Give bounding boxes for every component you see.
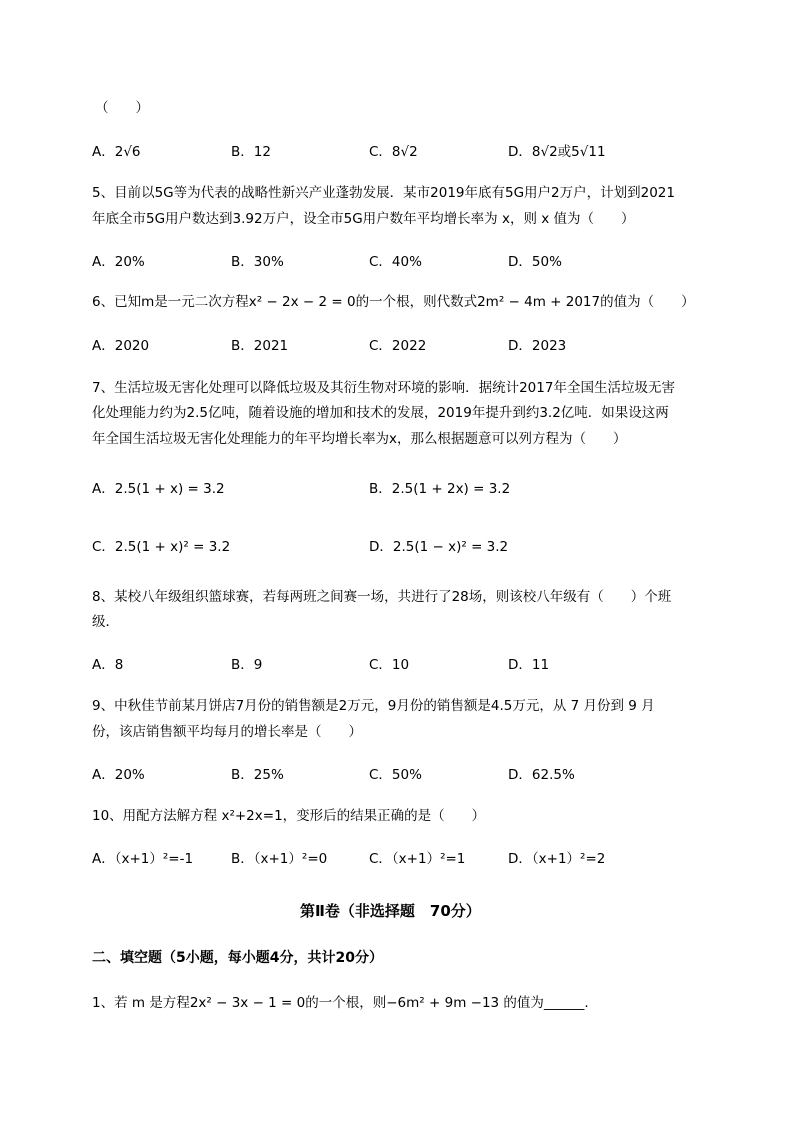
- option-a: A．20%: [92, 767, 145, 783]
- option-a: A．2020: [92, 338, 150, 354]
- question-7-line-2: 化处理能力约为2.5亿吨，随着设施的增加和技术的发展，2019年提升到约3.2亿吨．如果设这两: [92, 405, 669, 421]
- option-d: D．（x+1）²=2: [508, 851, 606, 867]
- question-5-line-1: 5、目前以5G等为代表的战略性新兴产业蓬勃发展．某市2019年底有5G用户2万户，计划到2021: [92, 185, 675, 201]
- option-c: C．40%: [369, 254, 422, 270]
- option-b: B．9: [231, 657, 263, 673]
- section-2-title: 二、填空题（5小题，每小题4分，共计20分）: [92, 950, 383, 966]
- option-a: A．（x+1）²=-1: [92, 851, 194, 867]
- option-d: D．2.5(1 − x)² = 3.2: [369, 539, 509, 555]
- option-d: D．62.5%: [508, 767, 575, 783]
- option-a: A．20%: [92, 254, 145, 270]
- question-7-line-1: 7、生活垃圾无害化处理可以降低垃圾及其衍生物对环境的影响．据统计2017年全国生活垃圾无害: [92, 380, 675, 396]
- option-c: C．50%: [369, 767, 422, 783]
- question-7-line-3: 年全国生活垃圾无害化处理能力的年平均增长率为x，那么根据题意可以列方程为（ ）: [92, 431, 627, 447]
- option-b: B．2.5(1 + 2x) = 3.2: [369, 481, 511, 497]
- option-b: B．（x+1）²=0: [231, 851, 328, 867]
- question-6-line-1: 6、已知m是一元二次方程x² − 2x − 2 = 0的一个根，则代数式2m² − 4m + 2017的值为（ ）: [92, 294, 695, 310]
- option-b: B．2021: [231, 338, 289, 354]
- option-a: A．2√6: [92, 144, 141, 160]
- question-9-line-1: 9、中秋佳节前某月饼店7月份的销售额是2万元，9月份的销售额是4.5万元，从 7 月份到 9 月: [92, 698, 655, 714]
- option-d: D．11: [508, 657, 550, 673]
- question-10-line-1: 10、用配方法解方程 x²+2x=1，变形后的结果正确的是（ ）: [92, 808, 486, 824]
- option-b: B．12: [231, 144, 271, 160]
- part-2-title: 第Ⅱ卷（非选择题 70分）: [300, 902, 481, 920]
- option-c: C．8√2: [369, 144, 418, 160]
- option-c: C．2.5(1 + x)² = 3.2: [92, 539, 231, 555]
- fill-question-1: 1、若 m 是方程2x² − 3x − 1 = 0的一个根，则−6m² + 9m −13 的值为______.: [92, 995, 589, 1011]
- option-d: D．8√2或5√11: [508, 144, 606, 160]
- option-c: C．10: [369, 657, 410, 673]
- option-d: D．2023: [508, 338, 567, 354]
- question-5-line-2: 年底全市5G用户数达到3.92万户，设全市5G用户数年平均增长率为 x，则 x 值为（ ）: [92, 211, 635, 227]
- question-9-line-2: 份，该店销售额平均每月的增长率是（ ）: [92, 724, 362, 740]
- option-d: D．50%: [508, 254, 562, 270]
- option-c: C．（x+1）²=1: [369, 851, 466, 867]
- question-4-paren: （ ）: [95, 100, 149, 116]
- option-b: B．25%: [231, 767, 284, 783]
- question-8-line-2: 级．: [92, 614, 119, 630]
- option-a: A．8: [92, 657, 124, 673]
- option-c: C．2022: [369, 338, 427, 354]
- option-b: B．30%: [231, 254, 284, 270]
- question-8-line-1: 8、某校八年级组织篮球赛，若每两班之间赛一场，共进行了28场，则该校八年级有（ ）个班: [92, 589, 672, 605]
- option-a: A．2.5(1 + x) = 3.2: [92, 481, 225, 497]
